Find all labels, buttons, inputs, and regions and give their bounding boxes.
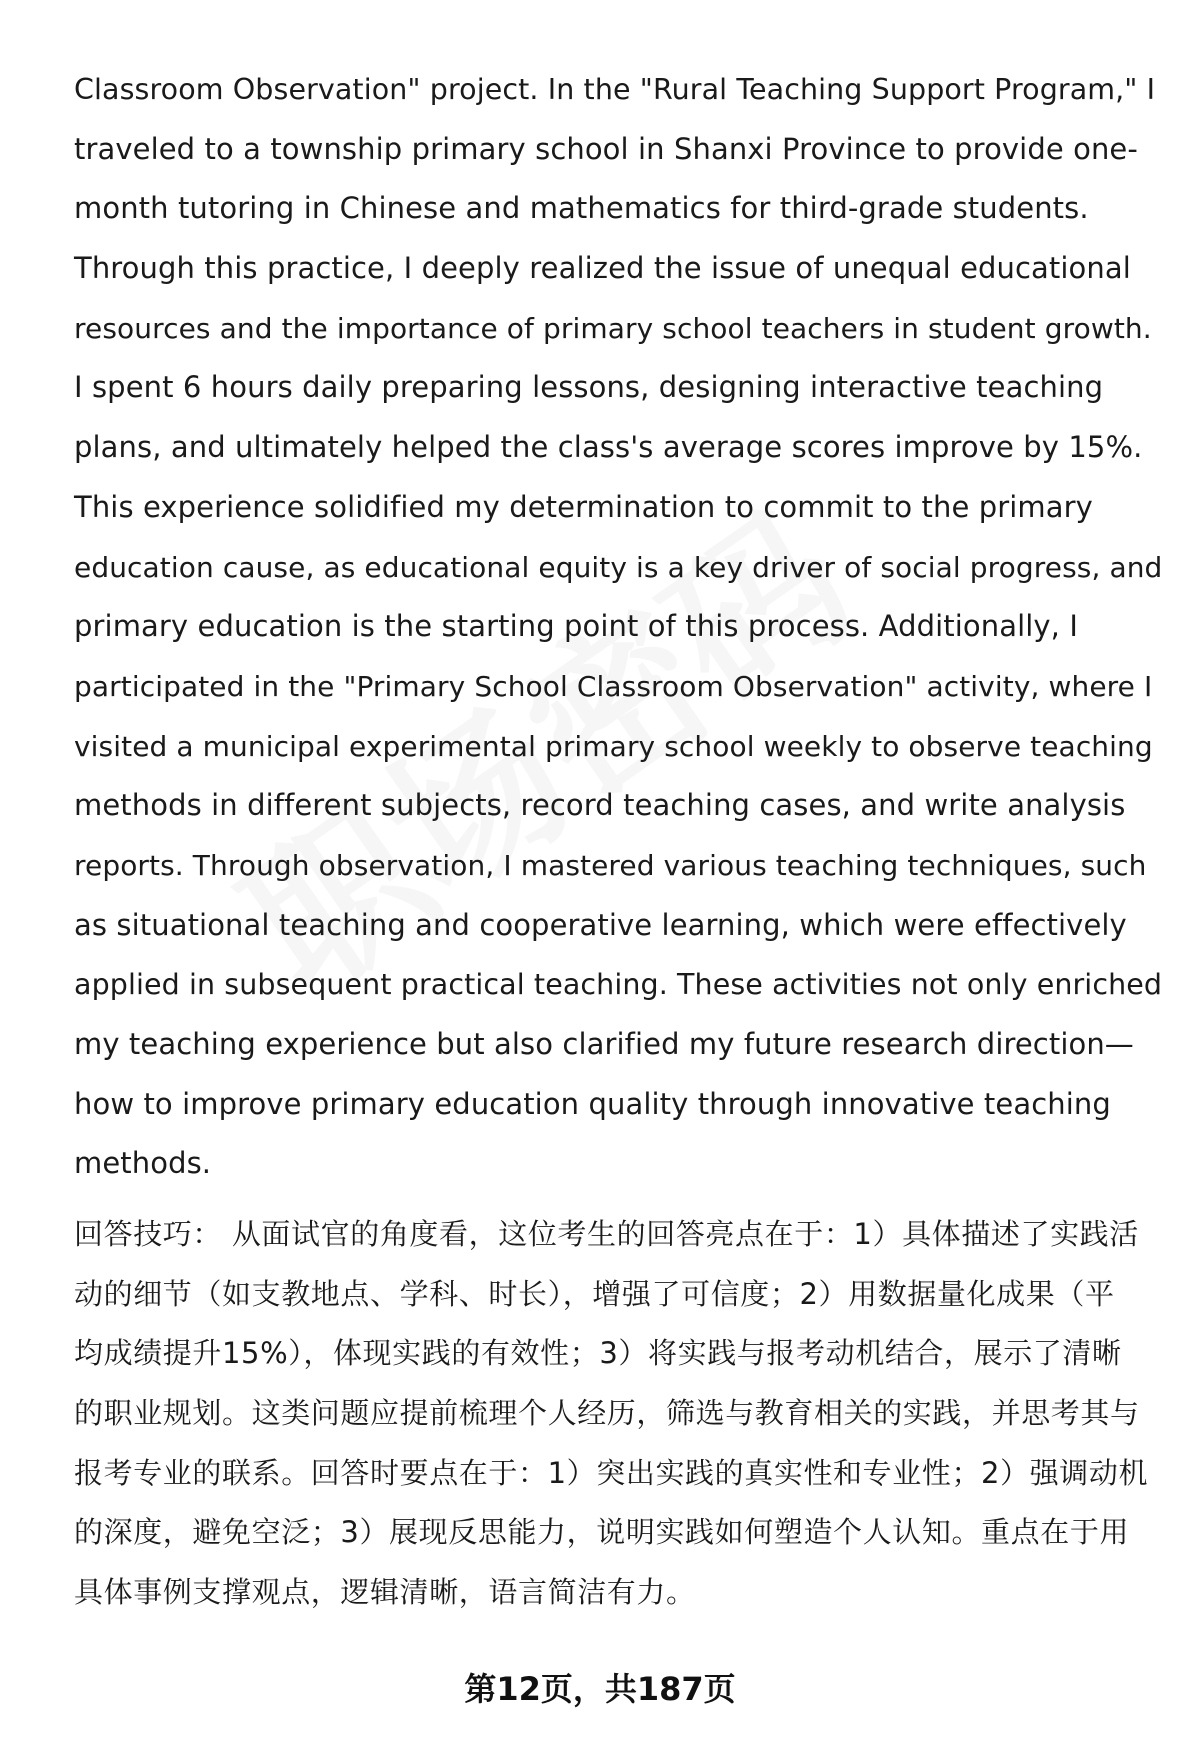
- paragraph-line: plans, and ultimately helped the class's average scores improve by 15%.: [74, 430, 1143, 465]
- paragraph-line: primary education is the starting point of this process. Additionally, I: [74, 609, 1078, 644]
- paragraph-line: how to improve primary education quality through innovative teaching: [74, 1086, 1111, 1121]
- paragraph-line: I spent 6 hours daily preparing lessons, designing interactive teaching: [74, 370, 1104, 405]
- paragraph-line: methods in different subjects, record teaching cases, and write analysis: [74, 788, 1126, 823]
- answer-tips-paragraph: [74, 1205, 1164, 1623]
- paragraph-line: education cause, as educational equity is a key driver of social progress, and: [74, 550, 1163, 584]
- paragraph-line: month tutoring in Chinese and mathematics for third-grade students.: [74, 191, 1089, 226]
- answer-paragraph: [74, 60, 1164, 1194]
- page-number: 第12页，共187页: [464, 1670, 736, 1708]
- tips-line: 回答技巧： 从面试官的角度看，这位考生的回答亮点在于：1）具体描述了实践活: [74, 1217, 1139, 1251]
- paragraph-line: methods.: [74, 1146, 212, 1181]
- paragraph-line: Classroom Observation" project. In the "Rural Teaching Support Program," I: [74, 73, 1156, 106]
- paragraph-line: reports. Through observation, I mastered various teaching techniques, such: [74, 848, 1147, 882]
- paragraph-line: applied in subsequent practical teaching. These activities not only enriched: [74, 968, 1163, 1002]
- tips-line: 均成绩提升15%），体现实践的有效性；3）将实践与报考动机结合，展示了清晰: [74, 1336, 1122, 1371]
- paragraph-line: as situational teaching and cooperative learning, which were effectively: [74, 907, 1127, 942]
- tips-line: 的职业规划。这类问题应提前梳理个人经历，筛选与教育相关的实践，并思考其与: [74, 1396, 1140, 1431]
- paragraph-line: traveled to a township primary school in Shanxi Province to provide one-: [74, 131, 1138, 166]
- tips-line: 动的细节（如支教地点、学科、时长），增强了可信度；2）用数据量化成果（平: [74, 1276, 1115, 1311]
- tips-line: 的深度，避免空泛；3）展现反思能力，说明实践如何塑造个人认知。重点在于用: [74, 1515, 1130, 1550]
- tips-line: 具体事例支撑观点，逻辑清晰，语言简洁有力。: [74, 1575, 696, 1610]
- paragraph-line: This experience solidified my determination to commit to the primary: [74, 489, 1093, 524]
- paragraph-line: participated in the "Primary School Classroom Observation" activity, where I: [74, 669, 1153, 703]
- paragraph-line: resources and the importance of primary school teachers in student growth.: [74, 311, 1152, 345]
- paragraph-line: visited a municipal experimental primary school weekly to observe teaching: [74, 729, 1153, 763]
- paragraph-line: Through this practice, I deeply realized the issue of unequal educational: [74, 251, 1131, 286]
- paragraph-line: my teaching experience but also clarified my future research direction—: [74, 1027, 1134, 1061]
- tips-line: 报考专业的联系。回答时要点在于：1）突出实践的真实性和专业性；2）强调动机: [74, 1455, 1149, 1490]
